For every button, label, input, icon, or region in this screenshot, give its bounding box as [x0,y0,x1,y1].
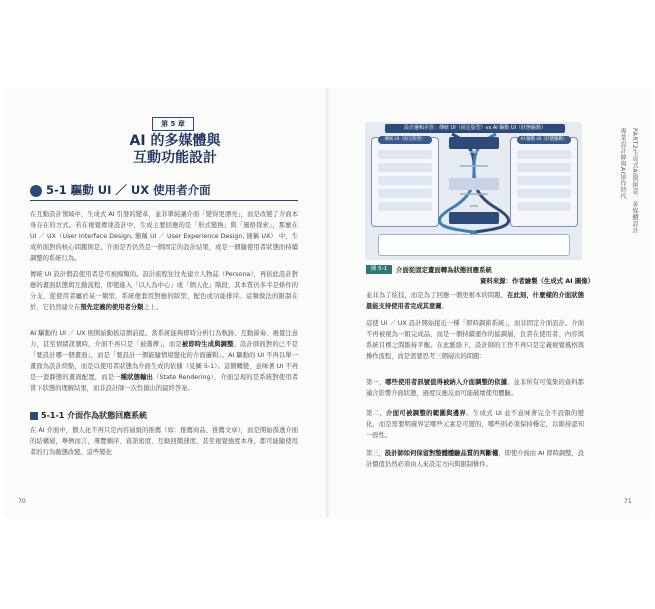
page-number-left: 70 [18,498,26,505]
figure-source: 資料來源：作者繪製（生成式 AI 圖像） [480,277,595,285]
right-paragraph-2: 這使 UI ／ UX 設計開始接近一種「即時調節系統」，而非固定介面設計。介面不再被視為一組完成品，而是一個持續運作的協調層，負責在使用者、內容與系統目標之間維持平衡。在此脈絡下，設計師的工作不再只是定義視覺風格與操作流程，而是需要思考三個層次的問題： [366,320,584,360]
right-panel-item [517,202,571,211]
figure-label: 圖 5-1 [366,265,392,274]
left-panel-item [378,189,432,198]
right-paragraph-1: 並非為了炫技，而是為了回應一個更根本的問題，在此刻，什麼樣的介面狀態最能支持使用者完成其意圖。 [366,292,585,310]
section-title [30,180,298,201]
right-paragraph-5: 第三，設計師如何保留對整體體驗品質的判斷權，即使介面由 AI 即時調整，設計價值仍然必須由人來設定方向與限制條件。 [366,450,585,468]
right-panel-item [517,176,571,185]
page-number-right: 71 [624,498,632,505]
chapter-title-line1: AI 的多媒體與 [129,133,221,149]
running-head-1: 專業設計師與AI協作時代 [619,128,626,200]
right-paragraph-3: 第一，哪些使用者訊號值得被納入介面調整的依據。並非所有可蒐集的資料都適合影響介面狀態，過度反應反而可能破壞使用體驗。 [366,379,585,397]
figure-center-label [449,212,499,224]
figure-caption: 介面從固定畫面轉為狀態回應系統 [396,266,492,274]
running-head-2: PART2生成式AI與創意、多媒體設計 [631,128,638,234]
left-panel-item [378,150,432,159]
book-gutter [326,88,330,518]
figure-left-panel [371,137,439,227]
chapter-title [110,133,240,167]
subsection-title: 5-1-1 介面作為狀態回應系統 [30,410,147,421]
left-panel-item [378,202,432,211]
right-panel-title: AI 驅動 UI（狀態驅動） [517,136,571,144]
chapter-title-line2: 互動功能設計 [133,150,217,166]
left-panel-item [378,176,432,185]
right-panel-item [517,189,571,198]
left-panel-title: 傳統 UI（固定版型） [378,136,432,144]
paragraph-3: AI 驅動的 UI ／ UX 則開始動搖這個前提。當系統能夠即時分析行為軌跡、互動節奏、視覺注意力，甚至情緒訊號時，介面不再只是「被選擇」，而是被即時生成與調整。設計師面對的已不是「要設計哪一個畫面」，而是「要設計一個能隨情境變化的介面邏輯」。AI 驅動的 UI 不再以單一畫面為設計終點，而是以使用者狀態為介面生成的依據（見圖 5-1）。這個轉變，意味著 UI 不再是一套靜態的畫面配置，而是一種狀態輸出（State Rendering），介面呈現的是系統對使用者當下狀態的理解結果，而非設計師一次性做出的最終答案。 [30,330,299,392]
paragraph-2: 傳統 UI 設計假設使用者是可被歸類的。設計流程往往先建立人物誌（Persona），再依此設計對應的畫面狀態與互動流程，即使進入「以人為中心」或「個人化」階段，其本質仍多半是條件的分支，從使用者屬於某一類型，系統便套用對應的版型、配色或功能排序。這類做法的限制在於，它仍然建立在預先定義的使用者分類之上。 [30,271,298,311]
right-paragraph-4: 第二，介面可被調整的範圍與邊界。生成式 UI 並不意味著完全不設限的變化，而是需要明確界定哪些元素是可變的，哪些則必須保持穩定，以維持認知一致性。 [366,410,584,439]
figure-bottom-flow [378,234,570,256]
paragraph-4: 在 AI 介面中，個人化不再只是內容層級的推薦（如：推薦商品、推薦文章），而是開始滲透介面的結構層，舉例而言，導覽順序、資訊密度、互動回饋速度，甚至視覺強度本身，都可能隨使用者的行為動態改變。這些變化 [30,427,298,456]
figure-right-panel [510,137,578,227]
subsection-bar-icon [30,412,38,420]
section-badge-icon [30,185,42,197]
section-title-text: 5-1 驅動 UI ／ UX 使用者介面 [46,183,211,197]
left-panel-item [378,163,432,172]
right-panel-item [517,150,571,159]
figure-center-label [449,137,499,149]
right-panel-item [517,163,571,172]
chapter-label: 第 5 章 [152,117,194,131]
figure-center-label [449,178,499,190]
figure-title: 設計邏輯差異：傳統 UI（固定版型）vs AI 驅動 UI（狀態驅動） [385,124,565,133]
paragraph-1: 在互動設計領域中，生成式 AI 引發的變革，並非單純讓介面「變得更漂亮」，而是改變了介面本身存在的方式。若在視覺傳達設計中，生成主要回應的是「形式變換」與「風格探索」，那麼在 UI ／ UX（User Interface Design, 簡稱 UI ／ User Experience Design, 簡稱 UX） 中，生成所面對的核心問題則是，介面是否仍然是一個固定的設計結果，或是一個隨使用者狀態而持續調整的系統行為。 [30,211,298,262]
